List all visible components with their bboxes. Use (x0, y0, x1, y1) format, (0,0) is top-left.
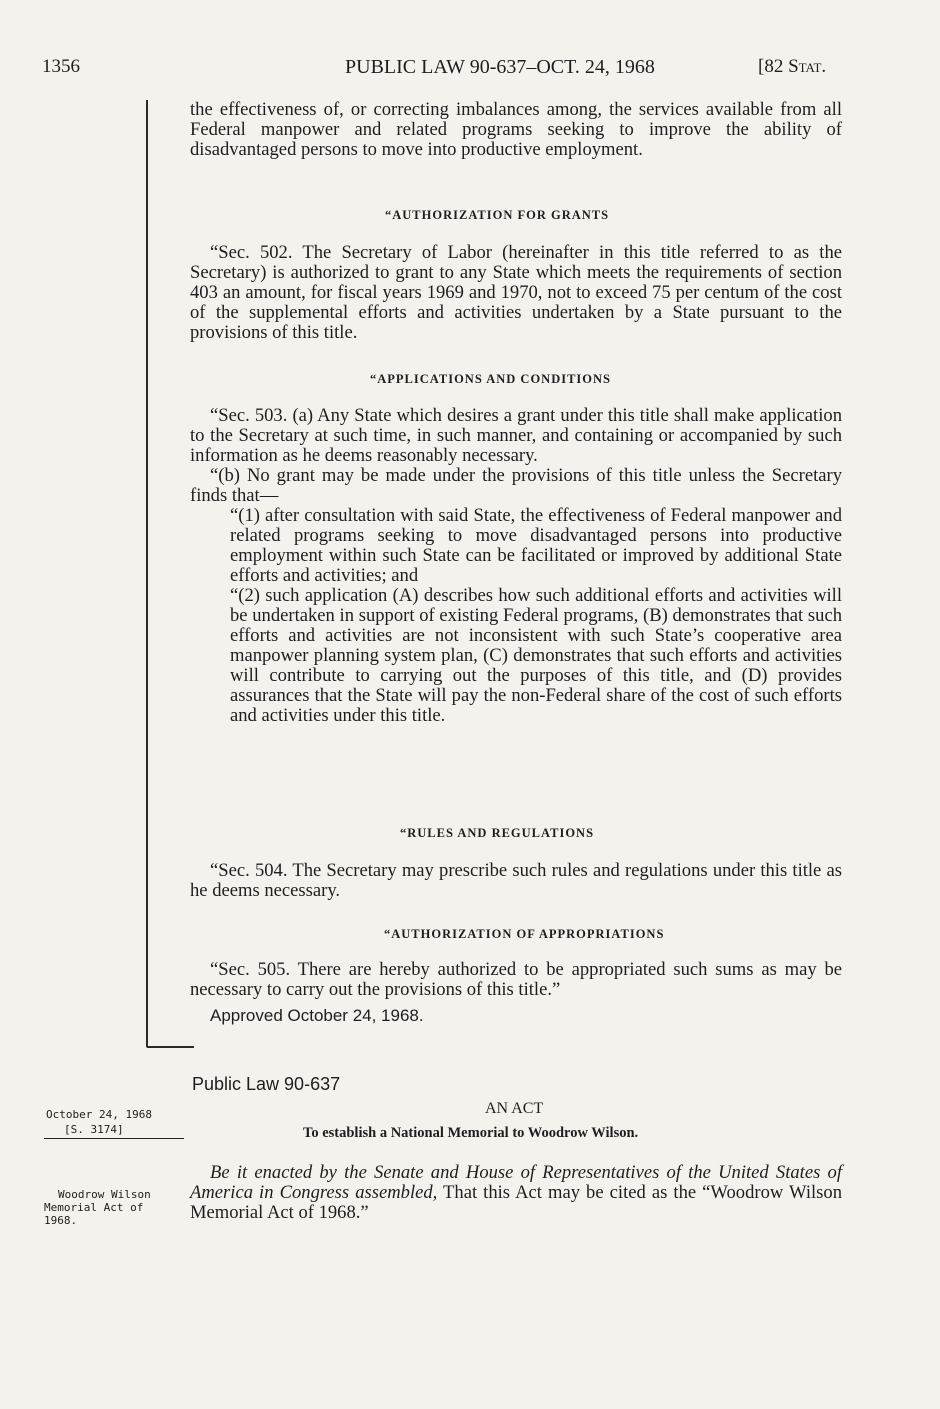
condition-1: “(1) after consultation with said State, the effectiveness of Federal manpower and related programs seeking to move disadvantaged persons into productive employment within such State can be facilitated or improved by additional State efforts and activities; and (230, 505, 842, 586)
condition-2-text (190, 586, 842, 726)
section-504-text: “Sec. 504. The Secretary may prescribe such rules and regulations under this title as he deems necessary. (190, 860, 842, 901)
enacting-clause (190, 1163, 842, 1223)
sidenote-rule (44, 1138, 184, 1139)
section-505 (190, 960, 842, 1026)
condition-2: “(2) such application (A) describes how such additional efforts and activities will be undertaken in support of existing Federal programs, (B) demonstrates that such efforts and activities are not inconsistent with such State’s cooperative area manpower planning system plan, (C) demonstrates that such efforts and activities will contribute to carrying out the purposes of this title, and (D) provides assurances that the State will pay the non-Federal share of the cost of such efforts and activities under this title. (230, 585, 842, 726)
page-number: 1356 (42, 56, 80, 77)
approval-date: Approved October 24, 1968. (210, 1006, 424, 1025)
sidenote-short-title-1: Woodrow Wilson (58, 1188, 151, 1201)
statute-reference: [82 Stat. (758, 56, 827, 77)
an-act-label: AN ACT (485, 1100, 544, 1117)
page-header-title: PUBLIC LAW 90-637–OCT. 24, 1968 (345, 56, 655, 78)
sidenote-short-title-2: Memorial Act of (44, 1201, 144, 1214)
section-504 (190, 861, 842, 901)
section-502-text: “Sec. 502. The Secretary of Labor (hereinafter in this title referred to as the Secretary) is authorized to grant to any State which meets the requirements of section 403 an amount, for fiscal years 1969 and 1970, not to exceed 75 per centum of the cost of the supplemental efforts and activities undertaken by a State pursuant to the provisions of this title. (190, 242, 842, 343)
section-505-text: “Sec. 505. There are hereby authorized to be appropriated such sums as may be necessary to carry out the provisions of this title.” (190, 959, 842, 1000)
heading-appropriations: “AUTHORIZATION OF APPROPRIATIONS (384, 927, 665, 941)
enacting-clause-rest: That this Act may be cited as the “Woodrow Wilson Memorial Act of 1968.” (190, 1182, 842, 1223)
intro-paragraph (190, 100, 842, 160)
section-503 (190, 406, 842, 726)
act-purpose: To establish a National Memorial to Woodrow Wilson. (303, 1125, 639, 1141)
sidenote-bill: [S. 3174] (64, 1123, 124, 1136)
section-503a-text: “Sec. 503. (a) Any State which desires a grant under this title shall make application to the Secretary at such time, in such manner, and containing or accompanied by such information as he deems reasonably necessary. (190, 405, 842, 466)
intro-text: the effectiveness of, or correcting imbalances among, the services available from all Federal manpower and related programs seeking to improve the ability of disadvantaged persons to move into productive employment. (190, 99, 842, 160)
heading-grants: “AUTHORIZATION FOR GRANTS (385, 208, 610, 222)
sidenote-date: October 24, 1968 (46, 1108, 152, 1121)
public-law-number: Public Law 90-637 (192, 1074, 341, 1094)
condition-1-text (190, 506, 842, 586)
section-503b-text: “(b) No grant may be made under the provisions of this title unless the Secretary finds that— (190, 465, 842, 506)
margin-bracket (146, 100, 148, 1046)
enacting-clause-text (190, 1163, 842, 1223)
margin-bracket-foot (146, 1046, 194, 1048)
enacting-clause-italic: Be it enacted by the Senate and House of Representatives of the United States of America in Congress assembled, (190, 1162, 842, 1203)
heading-applications: “APPLICATIONS AND CONDITIONS (370, 372, 611, 386)
section-502 (190, 243, 842, 343)
sidenote-short-title-3: 1968. (44, 1214, 78, 1227)
heading-rules: “RULES AND REGULATIONS (400, 826, 595, 840)
